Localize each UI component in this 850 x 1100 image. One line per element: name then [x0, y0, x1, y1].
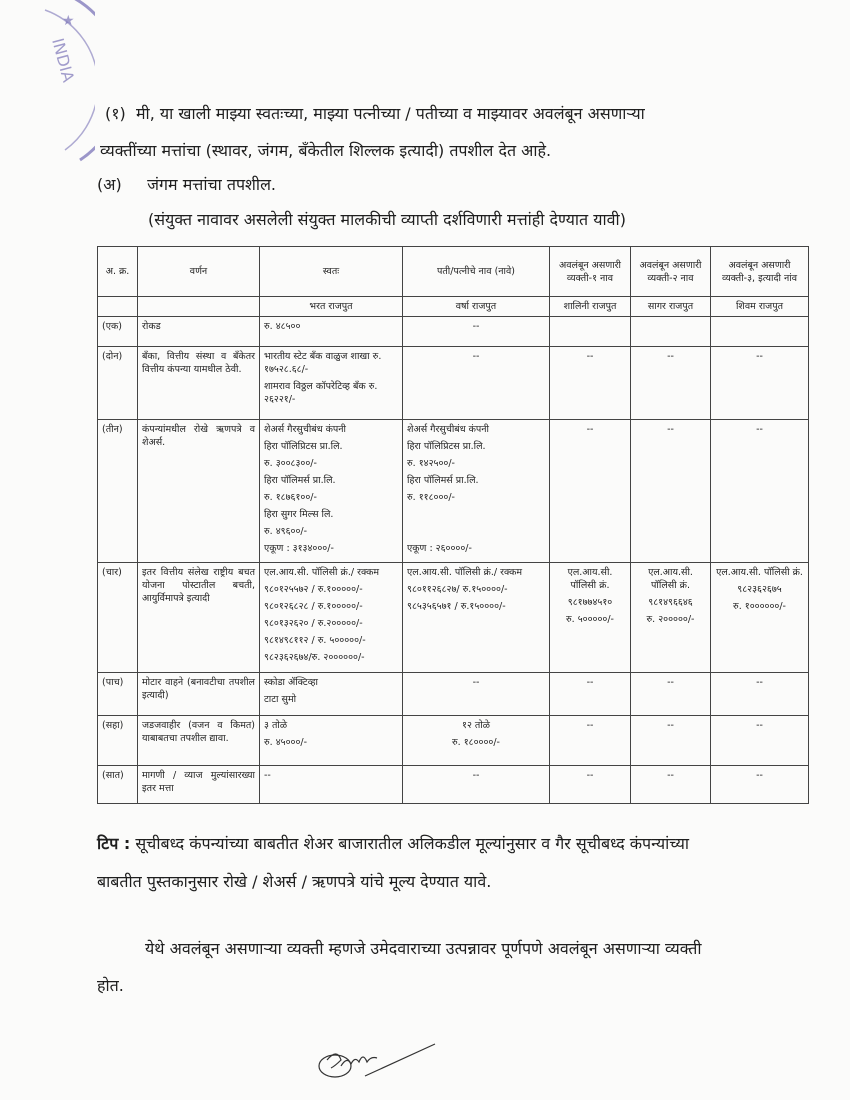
header-dependent-3: अवलंबून असणारी व्यक्ती-३, इत्यादी नांव [711, 247, 809, 297]
cell-line: ३ तोळे [264, 720, 288, 731]
cell-d3 [711, 347, 809, 420]
cell-self [260, 347, 403, 420]
cell-line: एल.आय.सी. पॉलिसी क्रं./ रक्कम [407, 567, 523, 578]
cell-line: रु. १४२५००/- [407, 458, 455, 469]
cell-self [260, 317, 403, 347]
name-dependent-3: शिवम राजपुत [711, 297, 809, 317]
cell-line: हिरा सुगर मिल्स लि. [264, 509, 334, 520]
row-description: कंपन्यांमधील रोखे ऋणपत्रे व शेअर्स. [138, 420, 260, 563]
cell-line: ९८२३६२६७४/रु. २००००००/- [264, 652, 365, 663]
note-text: सूचीबध्द कंपन्यांच्या बाबतीत शेअर बाजारातील अलिकडील मूल्यांनुसार व गैर सूचीबध्द कंपन्यांच्या [135, 834, 690, 853]
cell-d2 [631, 766, 711, 804]
cell-line: स्कोडा ॲक्टिव्हा [264, 677, 318, 688]
cell-d2 [631, 347, 711, 420]
cell-d3 [711, 673, 809, 716]
header-serial: अ. क्र. [98, 247, 138, 297]
cell-d2 [631, 420, 711, 563]
cell-line: -- [472, 321, 480, 332]
cell-d3 [711, 716, 809, 766]
cell-line: -- [756, 677, 763, 688]
note-label: टिप : [97, 834, 131, 853]
cell-line: ९८१७७४५१० [567, 597, 613, 608]
cell-line: शेअर्स गैरसुचीबंध कंपनी [264, 424, 347, 435]
cell-d3 [711, 317, 809, 347]
name-cell [98, 297, 138, 317]
cell-line: एल.आय.सी. पॉलिसी क्रं. [716, 567, 803, 578]
name-spouse: वर्षा राजपुत [403, 297, 550, 317]
cell-self [260, 420, 403, 563]
cell-line: एल.आय.सी. पॉलिसी क्रं./ रक्कम [264, 567, 380, 578]
cell-line: -- [756, 351, 763, 362]
table-row [98, 317, 809, 347]
cell-spouse [403, 766, 550, 804]
intro-marker: (१) [105, 104, 126, 123]
cell-line: हिरा पॉलिप्रिटस प्रा.लि. [264, 441, 343, 452]
cell-line: -- [667, 351, 674, 362]
dependents-note-line-1: येथे अवलंबून असणाऱ्या व्यक्ती म्हणजे उमेदवाराच्या उत्पन्नावर पूर्णपणे अवलंबून असणाऱ्या व्यक्ती [145, 939, 702, 958]
cell-line: -- [756, 720, 763, 731]
cell-line: हिरा पॉलिमर्स प्रा.लि. [407, 475, 479, 486]
table-row [98, 420, 809, 563]
cell-line: ९८०११२६८२७/ रु.१५००००/- [407, 584, 508, 595]
cell-line: ९८१४९८११२ / रु. ५०००००/- [264, 635, 366, 646]
cell-line: १२ तोळे [462, 720, 490, 731]
section-title: जंगम मत्तांचा तपशील. [147, 175, 277, 194]
row-number: (तीन) [98, 420, 138, 563]
movable-assets-table [97, 246, 809, 804]
cell-line: ९८०१२५५७२ / रु.१०००००/- [264, 584, 363, 595]
cell-line: -- [756, 770, 763, 781]
cell-line: -- [667, 424, 674, 435]
row-description: जडजवाहीर (वजन व किमत) याबाबतचा तपशील द्यावा. [138, 716, 260, 766]
row-number: (पाच) [98, 673, 138, 716]
cell-line: -- [472, 770, 480, 781]
cell-line [715, 320, 804, 333]
cell-line: -- [586, 351, 594, 362]
cell-line: भारतीय स्टेट बँक वाळुज शाखा रु. १७५२८.६८/- [264, 351, 382, 375]
cell-d3 [711, 563, 809, 673]
cell-line: एल.आय.सी. पॉलिसी क्रं. [648, 567, 693, 591]
intro-line-2: व्यक्तींच्या मत्तांचा (स्थावर, जंगम, बँकेतील शिल्लक इत्यादी) तपशील देत आहे. [100, 141, 552, 160]
table-row [98, 716, 809, 766]
cell-line: -- [472, 677, 480, 688]
header-description: वर्णन [138, 247, 260, 297]
row-description: मागणी / व्याज मुल्यांसारख्या इतर मत्ता [138, 766, 260, 804]
cell-line [407, 525, 545, 538]
cell-line: -- [756, 424, 763, 435]
cell-self [260, 673, 403, 716]
name-dependent-1: शालिनी राजपुत [550, 297, 631, 317]
cell-d1 [550, 420, 631, 563]
cell-line: रु. १८७६१००/- [264, 492, 317, 503]
cell-line: शामराव विठ्ठल कॉपरेटिव्ह बँक रु. २६२२१/- [264, 381, 378, 405]
section-heading [97, 175, 812, 195]
cell-spouse [403, 716, 550, 766]
cell-d1 [550, 317, 631, 347]
cell-d2 [631, 317, 711, 347]
cell-d2 [631, 673, 711, 716]
name-self: भरत राजपुत [260, 297, 403, 317]
row-number: (सात) [98, 766, 138, 804]
cell-line: टाटा सुमो [264, 694, 297, 705]
cell-d2 [631, 716, 711, 766]
row-number: (सहा) [98, 716, 138, 766]
cell-line: शेअर्स गैरसुचीबंध कंपनी [407, 424, 490, 435]
cell-line: हिरा पॉलिमर्स प्रा.लि. [264, 475, 336, 486]
signature [305, 1036, 445, 1081]
row-description: रोकड [138, 317, 260, 347]
cell-line: -- [264, 770, 271, 781]
cell-self [260, 766, 403, 804]
cell-d2 [631, 563, 711, 673]
cell-line: एकूण : २६००००/- [407, 543, 472, 554]
svg-text:★: ★ [62, 13, 75, 29]
cell-line [635, 320, 706, 333]
cell-line: रु. ५०००००/- [566, 614, 614, 625]
row-number: (एक) [98, 317, 138, 347]
cell-d1 [550, 766, 631, 804]
cell-d1 [550, 563, 631, 673]
cell-spouse [403, 347, 550, 420]
cell-self [260, 716, 403, 766]
section-subtitle: (संयुक्त नावावर असलेली संयुक्त मालकीची व्याप्ती दर्शविणारी मत्तांही देण्यात यावी) [148, 210, 626, 229]
cell-line: -- [586, 424, 594, 435]
row-number: (चार) [98, 563, 138, 673]
intro-text: मी, या खाली माझ्या स्वतःच्या, माझ्या पत्नीच्या / पतीच्या व माझ्यावर अवलंबून असणाऱ्या [135, 104, 645, 123]
intro-line-1 [105, 104, 812, 124]
cell-line: -- [472, 351, 480, 362]
cell-line: -- [667, 677, 674, 688]
cell-d3 [711, 420, 809, 563]
name-dependent-2: सागर राजपुत [631, 297, 711, 317]
cell-spouse [403, 420, 550, 563]
cell-line: रु. १८००००/- [452, 737, 500, 748]
stamp-text: INDIA [48, 36, 79, 85]
cell-line: ९८२३६२६७५ [737, 584, 782, 595]
cell-line: हिरा पॉलिप्रिटस प्रा.लि. [407, 441, 486, 452]
cell-line: एल.आय.सी. पॉलिसी क्रं. [567, 567, 613, 591]
cell-d1 [550, 716, 631, 766]
cell-spouse [403, 673, 550, 716]
table-header-row [98, 247, 809, 297]
header-dependent-2: अवलंबून असणारी व्यक्ती-२ नाव [631, 247, 711, 297]
header-self: स्वतः [260, 247, 403, 297]
row-description: बँका, वित्तीय संस्था व बँकेतर वित्तीय कंपन्या यामधील ठेवी. [138, 347, 260, 420]
cell-line: -- [667, 720, 674, 731]
cell-spouse [403, 317, 550, 347]
names-row [98, 297, 809, 317]
table-row [98, 563, 809, 673]
section-marker: (अ) [97, 175, 122, 194]
cell-line: रु. १००००००/- [733, 601, 786, 612]
cell-line: -- [586, 720, 594, 731]
cell-line: ९८०१३२६२० / रु.२०००००/- [264, 618, 363, 629]
table-row [98, 347, 809, 420]
cell-line: ९८१४९६६४६ [648, 597, 693, 608]
cell-line: रु. ३००८३००/- [264, 458, 317, 469]
cell-line: ९८०१२६८२८ / रु.१०००००/- [264, 601, 363, 612]
cell-self [260, 563, 403, 673]
cell-line [407, 508, 545, 521]
cell-d1 [550, 347, 631, 420]
cell-d1 [550, 673, 631, 716]
row-description: इतर वित्तीय संलेख राष्ट्रीय बचत योजना पोस्टातील बचती, आयुर्विमापत्रे इत्यादी [138, 563, 260, 673]
row-number: (दोन) [98, 347, 138, 420]
note-line-2: बाबतीत पुस्तकानुसार रोखे / शेअर्स / ऋणपत्रे यांचे मूल्य देण्यात यावे. [97, 872, 492, 891]
cell-line: रु. ११८०००/- [407, 492, 455, 503]
cell-spouse [403, 563, 550, 673]
table-row [98, 766, 809, 804]
cell-line: रु. ४८५०० [264, 321, 301, 332]
cell-line [554, 320, 626, 333]
cell-line: -- [667, 770, 674, 781]
dependents-note-line-2: होत. [97, 976, 124, 995]
header-spouse: पती/पत्नीचे नाव (नावे) [403, 247, 550, 297]
official-stamp [0, 0, 95, 170]
cell-d3 [711, 766, 809, 804]
table-row [98, 673, 809, 716]
cell-line: रु. २०००००/- [646, 614, 695, 625]
header-dependent-1: अवलंबून असणारी व्यक्ती-१ नाव [550, 247, 631, 297]
cell-line: एकूण : ३१३४०००/- [264, 543, 334, 554]
cell-line: -- [586, 770, 594, 781]
note-line-1 [97, 834, 812, 854]
document-body [97, 104, 812, 1081]
cell-line: -- [586, 677, 594, 688]
name-cell [138, 297, 260, 317]
cell-line: रु. ४९६००/- [264, 526, 308, 537]
cell-line: रु. ४५०००/- [264, 737, 308, 748]
row-description: मोटार वाहने (बनावटीचा तपशील इत्यादी) [138, 673, 260, 716]
cell-line: ९८५३५६५७१ / रु.१५००००/- [407, 601, 506, 612]
